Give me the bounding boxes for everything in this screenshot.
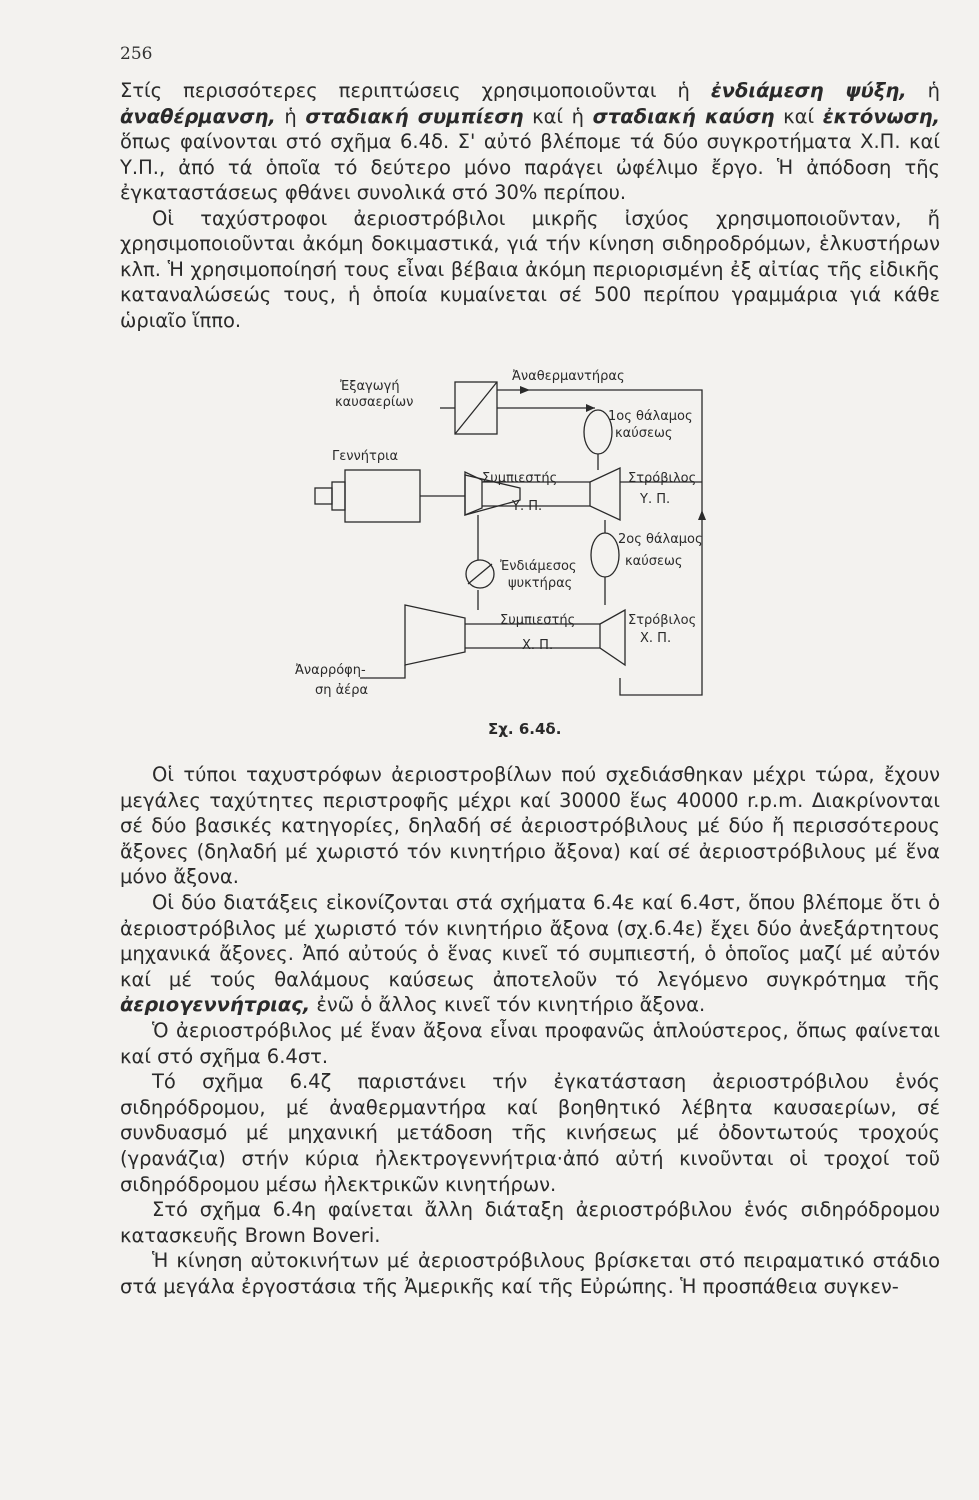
emphasis-text: σταδιακή καύση bbox=[592, 104, 775, 128]
paragraph-1 bbox=[120, 78, 940, 206]
label-chamber1-2: καύσεως bbox=[615, 426, 673, 441]
text-span: καί bbox=[774, 104, 823, 128]
label-chamber1-1: 1ος θάλαμος bbox=[608, 409, 693, 424]
label-hp-compressor-1: Συμπιεστής bbox=[482, 471, 558, 486]
text-block-top bbox=[120, 78, 940, 333]
label-exhaust-1: Ἐξαγωγή bbox=[340, 379, 400, 394]
text-span: Ἡ κίνηση αὐτοκινήτων μέ ἀεριοστρόβιλους βρίσκεται στό πειραματικό στάδιο στά μεγάλα ἐργοστάσια τῆς Ἀμερικῆς καί τῆς Εὐρώπης. Ἡ προσπάθεια συγκεν- bbox=[120, 1249, 940, 1298]
paragraph-5 bbox=[120, 1018, 940, 1069]
diagram-svg bbox=[290, 360, 720, 710]
gas-turbine-diagram bbox=[290, 360, 720, 710]
figure-caption: Σχ. 6.4δ. bbox=[488, 720, 562, 738]
label-reheater: Ἀναθερμαντήρας bbox=[512, 369, 625, 384]
text-span: ἐνῶ ὁ ἄλλος κινεῖ τόν κινητήριο ἄξονα. bbox=[310, 993, 706, 1017]
page-number: 256 bbox=[120, 44, 153, 64]
label-chamber2-2: καύσεως bbox=[625, 554, 683, 569]
label-hp-turbine-1: Στρόβιλος bbox=[628, 471, 697, 486]
text-span: Οἱ τύποι ταχυστρόφων ἀεριοστροβίλων πού σχεδιάσθηκαν μέχρι τώρα, ἔχουν μεγάλες ταχύτητες περιστροφῆς μέχρι καί 30000 ἕως 40000 r.p.m. Διακρίνονται σέ δύο βασικές κατηγορίες, δηλαδή σέ ἀεριοστρόβιλους μέ δύο ἤ περισσότερους ἄξονες (δηλαδή μέ χωριστό τόν κινητήριο ἄξονα) καί σέ ἀεριοστρόβιλους μέ ἕνα μόνο ἄξονα. bbox=[120, 763, 940, 889]
text-span: Οἱ δύο διατάξεις εἰκονίζονται στά σχήματα 6.4ε καί 6.4στ, ὅπου βλέπομε ὅτι ὁ ἀεριοστρόβιλος μέ χωριστό τόν κινητήριο ἄξονα (σχ.6.4ε) ἔχει δύο ἀνεξάρτητους μηχανικά ἄξονες. Ἀπό αὐτούς ὁ ἕνας κινεῖ τό συμπιεστή, ὁ ὁποῖος μαζί μέ αὐτόν καί μέ τούς θαλάμους καύσεως ἀποτελοῦν τό λεγόμενο συγκρότημα τῆς bbox=[120, 890, 940, 991]
label-generator: Γεννήτρια bbox=[332, 449, 399, 464]
paragraph-2 bbox=[120, 206, 940, 334]
text-span: Ὁ ἀεριοστρόβιλος μέ ἕναν ἄξονα εἶναι προφανῶς ἁπλούστερος, ὅπως φαίνεται καί στό σχῆμα 6.4στ. bbox=[120, 1018, 940, 1068]
emphasis-text: ἐνδιάμεση ψύξη, bbox=[710, 79, 907, 102]
label-lp-turbine-2: Χ. Π. bbox=[640, 631, 672, 646]
text-span: ἡ bbox=[275, 104, 306, 128]
text-span: Τό σχῆμα 6.4ζ παριστάνει τήν ἐγκατάσταση ἀεριοστρόβιλου ἑνός σιδηρόδρομου, μέ ἀναθερμαντήρα καί βοηθητικό λέβητα καυσαερίων, σέ συνδυασμό μέ μηχανική μετάδοση τῆς κινήσεως μέ ὀδοντωτούς τροχούς (γρανάζια) στήν κύρια ἠλεκτρογεννήτρια·ἀπό αὐτή κινοῦνται οἱ τροχοί τοῦ σιδηρόδρομου μέσω ἠλεκτρικῶν κινητήρων. bbox=[120, 1070, 940, 1196]
label-lp-turbine-1: Στρόβιλος bbox=[628, 613, 697, 628]
text-span: Οἱ ταχύστροφοι ἀεριοστρόβιλοι μικρῆς ἰσχύος χρησιμοποιοῦνταν, ἤ χρησιμοποιοῦνται ἀκόμη δοκιμαστικά, γιά τήν κίνηση σιδηροδρόμων, ἑλκυστήρων κλπ. Ἡ χρησιμοποίησή τους εἶναι βέβαια ἀκόμη περιορισμένη ἐξ αἰτίας τῆς εἰδικῆς καταναλώσεώς τους, ἡ ὁποία κυμαίνεται σέ 500 περίπου γραμμάρια γιά κάθε ὡριαῖο ἵππο. bbox=[120, 206, 940, 332]
paragraph-6 bbox=[120, 1069, 940, 1197]
text-span: Στίς περισσότερες περιπτώσεις χρησιμοποιοῦνται ἡ bbox=[120, 79, 711, 102]
label-intake-2: ση ἀέρα bbox=[315, 683, 369, 698]
emphasis-text: σταδιακή συμπίεση bbox=[305, 104, 524, 128]
text-span: Στό σχῆμα 6.4η φαίνεται ἄλλη διάταξη ἀεριοστρόβιλου ἑνός σιδηρόδρομου κατασκευῆς Brown Boveri. bbox=[120, 1198, 940, 1247]
label-exhaust-2: καυσαερίων bbox=[335, 395, 414, 410]
emphasis-text: ἀεριογεννήτριας, bbox=[120, 993, 311, 1017]
text-block-bottom bbox=[120, 762, 940, 1299]
label-intake-1: Ἀναρρόφη- bbox=[295, 663, 366, 678]
emphasis-text: ἀναθέρμανση, bbox=[120, 104, 276, 128]
label-lp-compressor-2: Χ. Π. bbox=[522, 638, 554, 653]
text-span: ἡ bbox=[906, 79, 940, 102]
paragraph-7 bbox=[120, 1197, 940, 1248]
reheater-diagonal bbox=[455, 382, 497, 434]
emphasis-text: ἐκτόνωση, bbox=[822, 104, 940, 128]
text-span: καί ἡ bbox=[523, 104, 593, 128]
combustion-chamber-2 bbox=[591, 533, 619, 577]
paragraph-8 bbox=[120, 1248, 940, 1299]
label-lp-compressor-1: Συμπιεστής bbox=[500, 613, 576, 628]
label-intercooler-1: Ἐνδιάμεσος bbox=[500, 559, 577, 574]
label-intercooler-2: ψυκτήρας bbox=[508, 576, 573, 591]
generator bbox=[345, 470, 420, 522]
label-hp-compressor-2: Υ. Π. bbox=[512, 499, 543, 514]
label-chamber2-1: 2ος θάλαμος bbox=[618, 532, 703, 547]
paragraph-4 bbox=[120, 890, 940, 1018]
text-span: ὅπως φαίνονται στό σχῆμα 6.4δ. Σ' αὐτό βλέπομε τά δύο συγκροτήματα Χ.Π. καί Υ.Π., ἀπό τά ὁποῖα τό δεύτερο μόνο παράγει ὠφέλιμο ἔργο. Ἡ ἀπόδοση τῆς ἐγκαταστάσεως φθάνει συνολικά στό 30% περίπου. bbox=[120, 130, 940, 204]
paragraph-3 bbox=[120, 762, 940, 890]
label-hp-turbine-2: Υ. Π. bbox=[640, 492, 671, 507]
